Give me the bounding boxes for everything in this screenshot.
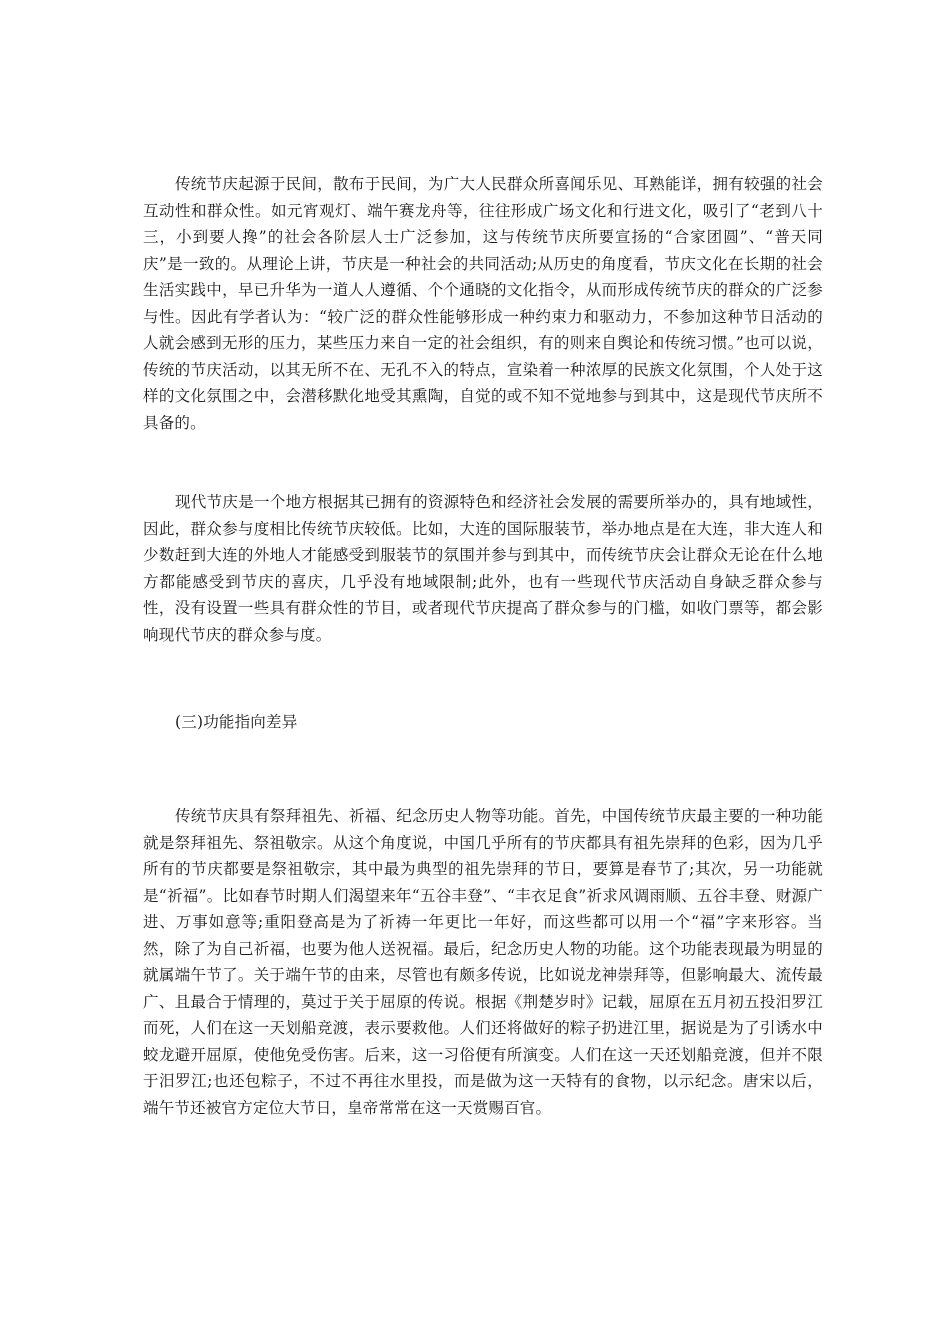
paragraph-modern-festival-participation: 现代节庆是一个地方根据其已拥有的资源特色和经济社会发展的需要所举办的，具有地域性，因此，群众参与度相比传统节庆较低。比如，大连的国际服装节，举办地点是在大连，非大连人和少数赶到大连的外地人才能感受到服装节的氛围并参与到其中，而传统节庆会让群众无论在什么地方都能感受到节庆的喜庆，几乎没有地域限制;此外，也有一些现代节庆活动自身缺乏群众参与性，没有设置一些具有群众性的节目，或者现代节庆提高了群众参与的门槛，如收门票等，都会影响现代节庆的群众参与度。 (143, 493, 823, 644)
paragraph-traditional-festival-functions: 传统节庆具有祭拜祖先、祈福、纪念历史人物等功能。首先，中国传统节庆最主要的一种功能就是祭拜祖先、祭祖敬宗。从这个角度说，中国几乎所有的节庆都具有祖先崇拜的色彩，因为几乎所有的节庆都要是祭祖敬宗，其中最为典型的祖先崇拜的节日，要算是春节了;其次，另一功能就是“祈福”。比如春节时期人们渴望来年“五谷丰登”、“丰衣足食”祈求风调雨顺、五谷丰登、财源广进、万事如意等;重阳登高是为了祈祷一年更比一年好，而这些都可以用一个“福”字来形容。当然，除了为自己祈福，也要为他人送祝福。最后，纪念历史人物的功能。这个功能表现最为明显的就属端午节了。关于端午节的由来，尽管也有颇多传说，比如说龙神崇拜等，但影响最大、流传最广、且最合于情理的，莫过于关于屈原的传说。根据《荆楚岁时》记载，屈原在五月初五投汨罗江而死，人们在这一天划船竞渡，表示要救他。人们还将做好的粽子扔进江里，据说是为了引诱水中蛟龙避开屈原，使他免受伤害。后来，这一习俗便有所演变。人们在这一天还划船竞渡，但并不限于汨罗江;也还包粽子，不过不再往水里投，而是做为这一天特有的食物，以示纪念。唐宋以后，端午节还被官方定位大节日，皇帝常常在这一天赏赐百官。 (143, 807, 823, 1117)
section-heading-function-difference: (三)功能指向差异 (175, 713, 298, 731)
paragraph-traditional-festival-participation: 传统节庆起源于民间，散布于民间，为广大人民群众所喜闻乐见、耳熟能详，拥有较强的社会互动性和群众性。如元宵观灯、端午赛龙舟等，往往形成广场文化和行进文化，吸引了“老到八十三，小到要人搀”的社会各阶层人士广泛参加，这与传统节庆所要宣扬的“合家团圆”、“普天同庆”是一致的。从理论上讲，节庆是一种社会的共同活动;从历史的角度看，节庆文化在长期的社会生活实践中，早已升华为一道人人遵循、个个通晓的文化指令，从而形成传统节庆的群众的广泛参与性。因此有学者认为：“较广泛的群众性能够形成一种约束力和驱动力，不参加这种节日活动的人就会感到无形的压力，某些压力来自一定的社会组织，有的则来自舆论和传统习惯。”也可以说，传统的节庆活动，以其无所不在、无孔不入的特点，宣染着一种浓厚的民族文化氛围，个人处于这样的文化氛围之中，会潜移默化地受其熏陶，自觉的或不知不觉地参与到其中，这是现代节庆所不具备的。 (143, 175, 823, 432)
